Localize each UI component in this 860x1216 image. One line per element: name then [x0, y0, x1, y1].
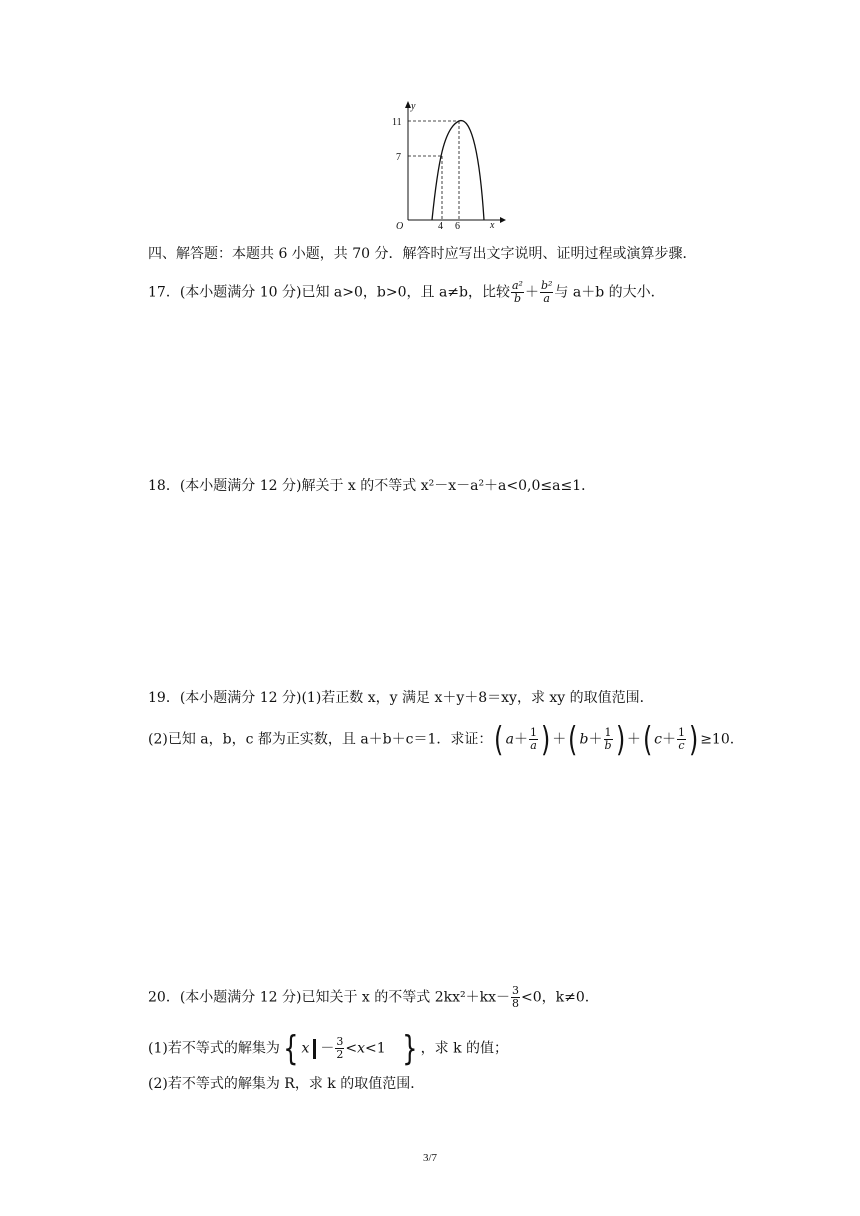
- question-20-part1: (1)若不等式的解集为{ x － $\frac{3}{2}$ <x<1 } ，求 k 的值；: [148, 1028, 509, 1069]
- question-20-stem: 20．(本小题满分 12 分)已知关于 x 的不等式 2kx²＋kx－ $\frac{3}{8}$ <0，k≠0.: [148, 984, 590, 1010]
- x-tick-6: 6: [455, 221, 460, 232]
- q19-part2-suffix: ≥10.: [700, 731, 735, 748]
- q20-stem-suffix: <0，k≠0.: [520, 989, 590, 1006]
- q17-cond: a>0，b>0，且 a≠b，比较: [333, 284, 510, 301]
- question-19-part1: 19．(本小题满分 12 分)(1)若正数 x，y 满足 x＋y＋8＝xy，求 xy 的取值范围．: [148, 690, 654, 706]
- question-20-part2: (2)若不等式的解集为 R，求 k 的取值范围．: [148, 1076, 425, 1092]
- question-19-part2: (2)已知 a，b，c 都为正实数，且 a＋b＋c＝1．求证：( a＋ $\frac{1}{a}$ ) ＋( b＋ $\frac{1}{b}$ ) ＋( c＋ $\frac{1}{c}$ ) ≥10.: [148, 719, 735, 760]
- q20-stem-prefix: 20．(本小题满分 12 分)已知关于 x 的不等式 2kx²＋kx－: [148, 989, 510, 1006]
- question-17: 17．(本小题满分 10 分)已知 a>0，b>0，且 a≠b，比较 $\frac{\text{a²}}{b}$ ＋ $\frac{\text{b²}}{a}$ 与 a＋b 的大小．: [148, 279, 665, 305]
- section-heading: 四、解答题：本题共 6 小题，共 70 分．解答时应写出文字说明、证明过程或演算步骤．: [148, 246, 697, 262]
- q19-part2-prefix: (2)已知 a，b，c 都为正实数，且 a＋b＋c＝1．求证：: [148, 731, 493, 748]
- y-tick-7: 7: [396, 152, 401, 163]
- q17-suffix: 与 a＋b 的大小．: [554, 284, 665, 301]
- parabola-graph: [380, 98, 510, 232]
- question-18: 18．(本小题满分 12 分)解关于 x 的不等式 x²－x－a²＋a<0,0≤a≤1．: [148, 478, 596, 494]
- q20-part1-suffix: ，求 k 的值；: [420, 1040, 509, 1057]
- q20-part1-prefix: (1)若不等式的解集为: [148, 1040, 280, 1057]
- x-axis-label: x: [490, 220, 495, 231]
- q17-prefix: 17．(本小题满分 10 分)已知: [148, 284, 334, 301]
- origin-label: O: [396, 221, 404, 232]
- x-tick-4: 4: [438, 221, 443, 232]
- page-number: 3/7: [422, 1152, 438, 1164]
- y-axis-label: y: [411, 101, 416, 112]
- y-tick-11: 11: [392, 117, 402, 128]
